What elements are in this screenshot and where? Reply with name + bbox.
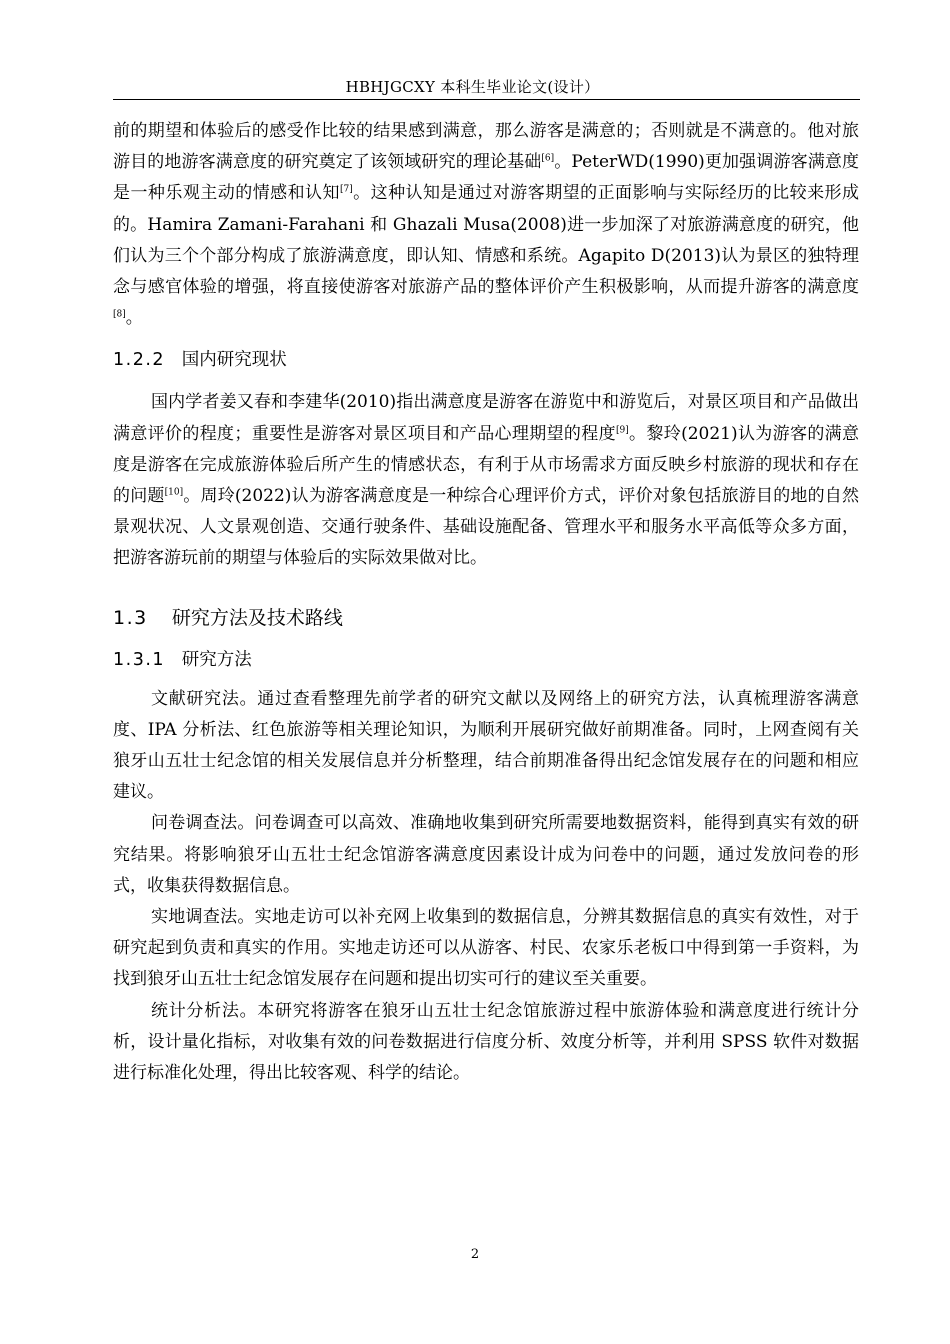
text-run: 。黎玲(2021)认为游客的满意度是游客在完成旅游体验后所产生的情感状态，有利于从市场需求方面反映乡村旅游的现状和存在的问题 <box>113 423 860 507</box>
text-run: 。这种认知是通过对游客期望的正面影响与实际经历的比较来形成的。Hamira Zamani-Farahani 和 Ghazali Musa(2008)进一步加深了对旅游满意度的研究，他们认为三个个部分构成了旅游满意度，即认知、情感和系统。Agapito D(2013)认为景区的独特理念与感官体验的增强，将直接使游客对旅游产品的整体评价产生积极影响，从而提升游客的满意度 <box>113 183 860 298</box>
text-run: 国内学者姜又春和李建华(2010)指出满意度是游客在游览中和游览后，对景区项目和产品做出满意评价的程度；重要性是游客对景区项目和产品心理期望的程度 <box>113 392 859 444</box>
text-run: 。 <box>125 308 143 329</box>
text-run: 。周玲(2022)认为游客满意度是一种综合心理评价方式，评价对象包括旅游目的地的自然景观状况、人文景观创造、交通行驶条件、基础设施配备、管理水平和服务水平高低等众多方面，把游客游玩前的期望与体验后的实际效果做对比。 <box>113 486 860 569</box>
section-title: 研究方法及技术路线 <box>171 606 343 629</box>
paragraph-field-survey-method: 实地调查法。实地走访可以补充网上收集到的数据信息，分辨其数据信息的真实有效性，对于研究起到负责和真实的作用。实地走访还可以从游客、村民、农家乐老板口中得到第一手资料，为找到狼牙山五壮士纪念馆发展存在问题和提出切实可行的建议至关重要。 <box>113 907 859 990</box>
section-number: 1.2.2 <box>113 350 166 371</box>
citation-ref: [7] <box>339 184 353 195</box>
section-number: 1.3.1 <box>113 649 166 670</box>
page-number: 2 <box>470 1247 480 1262</box>
paragraph-domestic-research <box>113 387 859 574</box>
text-run: 。PeterWD(1990)更加强调游客满意度是一种乐观主动的情感和认知 <box>113 152 859 204</box>
section-number: 1.3 <box>113 606 148 629</box>
header-rule <box>113 99 860 100</box>
section-heading-1-3-1 <box>113 645 859 676</box>
text-run: 前的期望和体验后的感受作比较的结果感到满意，那么游客是满意的；否则就是不满意的。他对旅游目的地游客满意度的研究奠定了该领域研究的理论基础 <box>113 121 859 173</box>
section-title: 国内研究现状 <box>181 350 287 371</box>
citation-ref: [6] <box>541 153 555 164</box>
citation-ref: [10] <box>164 487 184 498</box>
paragraph-foreign-research <box>113 116 859 334</box>
paragraph-questionnaire-method: 问卷调查法。问卷调查可以高效、准确地收集到研究所需要地数据资料，能得到真实有效的研究结果。将影响狼牙山五壮士纪念馆游客满意度因素设计成为问卷中的问题，通过发放问卷的形式，收集获得数据信息。 <box>113 813 859 896</box>
main-content <box>113 116 859 1089</box>
paragraph-statistical-method: 统计分析法。本研究将游客在狼牙山五壮士纪念馆旅游过程中旅游体验和满意度进行统计分析，设计量化指标，对收集有效的问卷数据进行信度分析、效度分析等，并利用 SPSS 软件对数据进行标准化处理，得出比较客观、科学的结论。 <box>113 1000 859 1084</box>
section-title: 研究方法 <box>181 649 252 670</box>
citation-ref: [9] <box>615 424 629 435</box>
running-header: HBHJGCXY 本科生毕业论文(设计） <box>345 78 600 96</box>
paragraph-literature-method: 文献研究法。通过查看整理先前学者的研究文献以及网络上的研究方法，认真梳理游客满意度、IPA 分析法、红色旅游等相关理论知识，为顺利开展研究做好前期准备。同时，上网查阅有关狼牙山五壮士纪念馆的相关发展信息并分析整理，结合前期准备得出纪念馆发展存在的问题和相应建议。 <box>113 688 859 803</box>
section-heading-1-2-2 <box>113 345 859 376</box>
section-heading-1-3 <box>113 601 859 635</box>
citation-ref: [8] <box>113 309 126 320</box>
